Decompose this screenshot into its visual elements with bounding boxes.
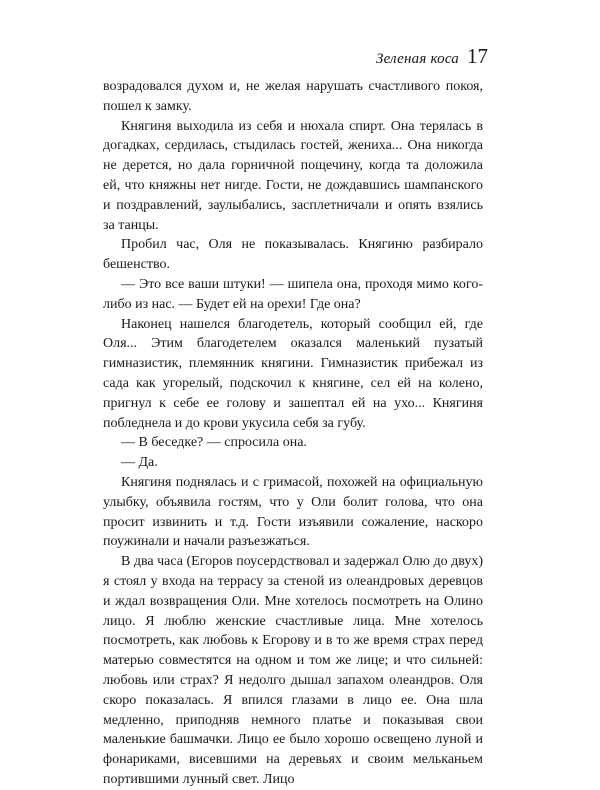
paragraph: Пробил час, Оля не показывалась. Княгиню разбирало бешенство.: [103, 237, 483, 273]
dialogue-line: — Это все ваши штуки! — шипела она, проходя мимо кого-либо из нас. — Будет ей на орехи! Где она?: [103, 276, 483, 312]
paragraph: В два часа (Егоров поусердствовал и задержал Олю до двух) я стоял у входа на террасу за стеной из олеандровых деревцов и ждал возвращения Оли. Мне хотелось посмотреть на Олино лицо. Я люблю женские счастливые лица. Мне хотелось посмотреть, как любовь к Егорову и в то же время страх перед матерью совместятся на одном и том же лице; и что сильней: любовь или страх? Я недолго дышал запахом олеандров. Оля скоро показалась. Я впился глазами в лицо ее. Она шла медленно, приподняв немного платье и показывая свои маленькие башмачки. Лицо ее было хорошо освещено луной и фонариками, висевшими на деревьях и своим мельканьем портившими лунный свет. Лицо: [103, 554, 483, 787]
paragraph: Княгиня выходила из себя и нюхала спирт. Она терялась в догадках, сердилась, стыдилась гостей, жениха... Она никогда не дерется, но дала горничной пощечину, когда та доложила ей, что княжны нет нигде. Гости, не дождавшись шампанского и поздравлений, заулыбались, засплетничали и опять взялись за танцы.: [103, 118, 483, 233]
body-text: [103, 77, 483, 790]
paragraph-continued: возрадовался духом и, не желая нарушать счастливого покоя, пошел к замку.: [103, 79, 483, 114]
dialogue-line: — В беседке? — спросила она.: [121, 435, 307, 451]
running-header: [376, 44, 488, 69]
paragraph: Княгиня поднялась и с гримасой, похожей на официальную улыбку, объявила гостям, что у Оли болит голова, что она просит извинить и т.д. Гости изъявили сожаление, наскоро поужинали и начали разъезжаться.: [103, 474, 483, 550]
page-number: 17: [467, 44, 488, 68]
paragraph: Наконец нашелся благодетель, который сообщил ей, где Оля... Этим благодетелем оказался маленький пузатый гимназистик, племянник княгини. Гимназистик прибежал из сада как угорелый, подскочил к княгине, сел ей на колено, пригнул к себе ее голову и зашептал ей на ухо... Княгиня побледнела и до крови укусила себя за губу.: [103, 316, 483, 431]
dialogue-line: — Да.: [121, 455, 158, 471]
running-title: Зеленая коса: [375, 51, 459, 67]
